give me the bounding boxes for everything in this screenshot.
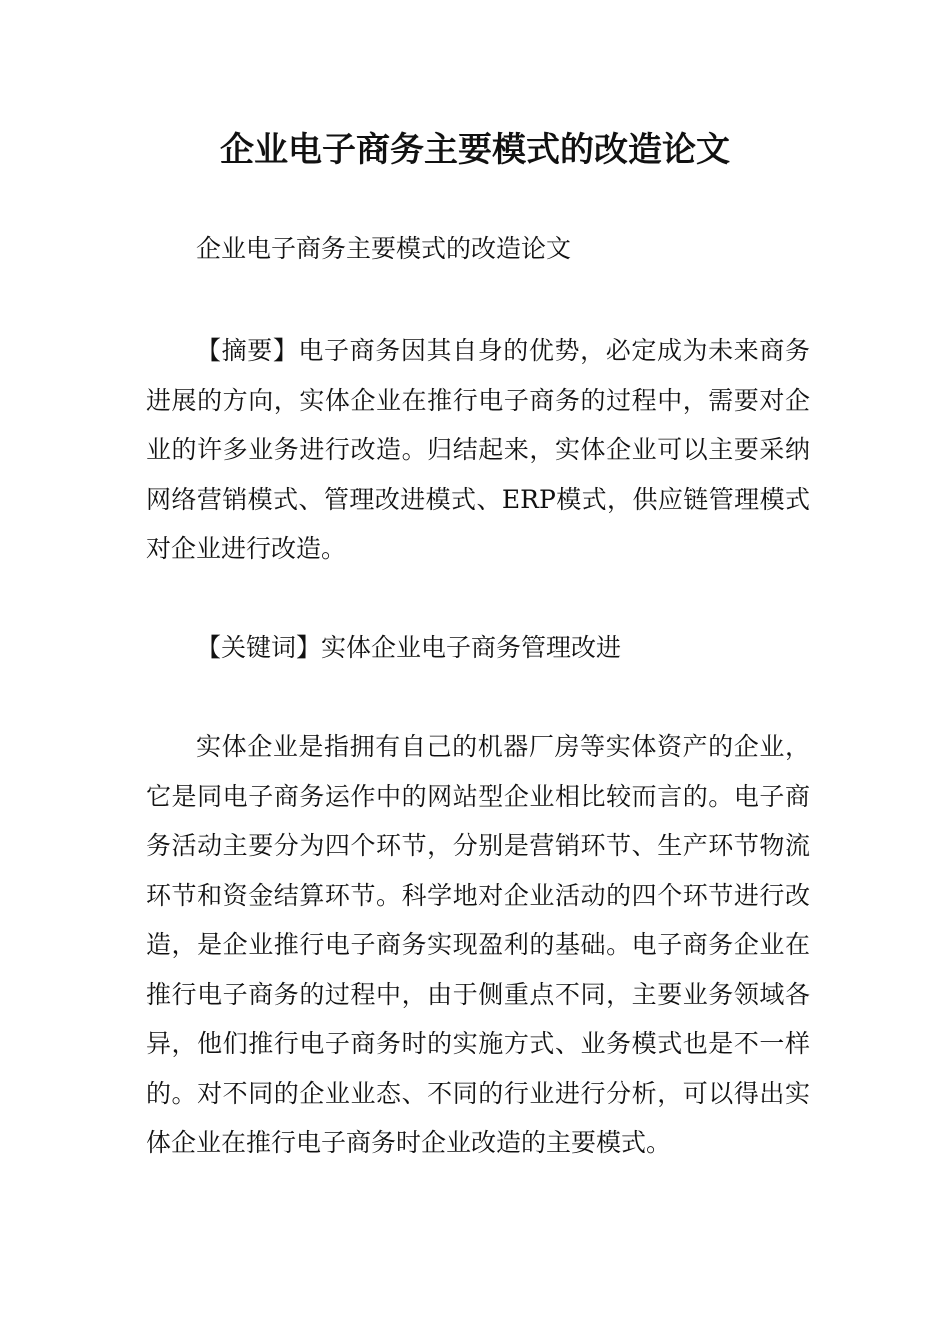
document-title: 企业电子商务主要模式的改造论文 — [220, 130, 730, 170]
body-paragraph: 实体企业是指拥有自己的机器厂房等实体资产的企业，它是同电子商务运作中的网站型企业相比较而言的。电子商务活动主要分为四个环节，分别是营销环节、生产环节物流环节和资金结算环节。科学地对企业活动的四个环节进行改造，是企业推行电子商务实现盈利的基础。电子商务企业在推行电子商务的过程中，由于侧重点不同，主要业务领域各异，他们推行电子商务时的实施方式、业务模式也是不一样的。对不同的企业业态、不同的行业进行分析，可以得出实体企业在推行电子商务时企业改造的主要模式。 — [146, 732, 810, 1157]
document-subtitle: 企业电子商务主要模式的改造论文 — [196, 234, 572, 263]
abstract-paragraph: 【摘要】电子商务因其自身的优势，必定成为未来商务进展的方向，实体企业在推行电子商务的过程中，需要对企业的许多业务进行改造。归结起来，实体企业可以主要采纳网络营销模式、管理改进模式、ERP模式，供应链管理模式对企业进行改造。 — [146, 336, 810, 563]
keywords-paragraph: 【关键词】实体企业电子商务管理改进 — [196, 633, 622, 662]
